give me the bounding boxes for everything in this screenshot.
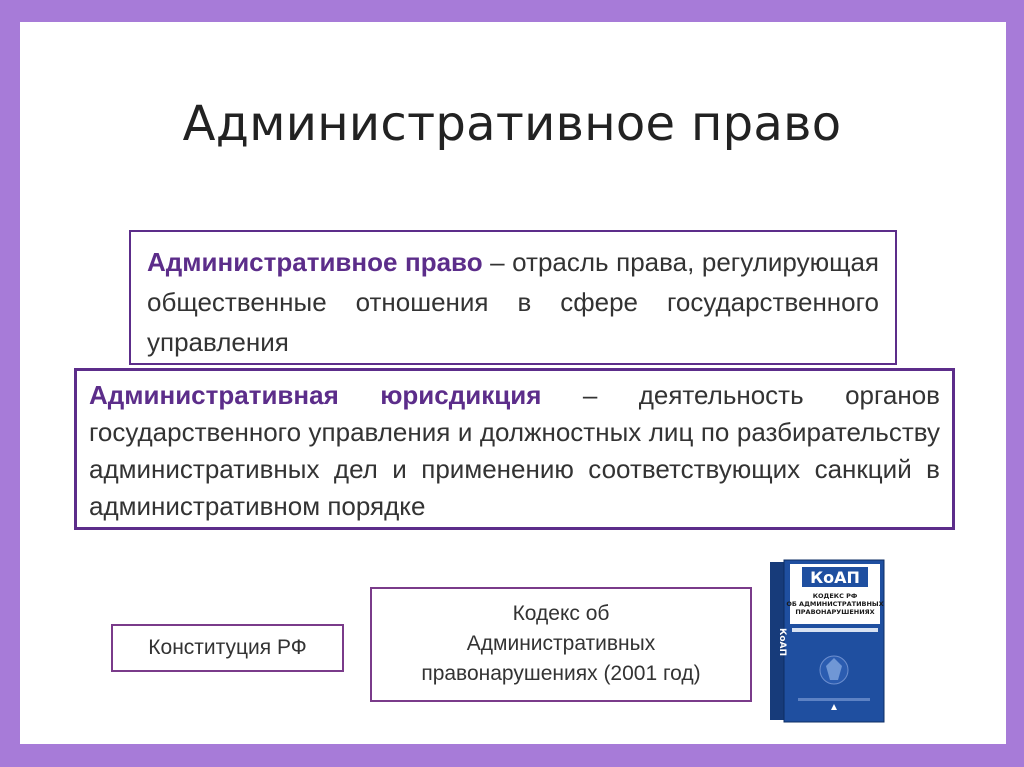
source-box-constitution: Конституция РФ	[111, 624, 344, 672]
slide-title: Административное право	[182, 96, 842, 152]
book-spine-text: КоАП	[777, 627, 787, 657]
source-box-code	[370, 587, 752, 702]
book-subtitle: ОБ АДМИНИСТРАТИВНЫХ	[786, 600, 884, 608]
definition-box-administrative-law	[129, 230, 897, 365]
definition-text: – отрасль права, регулирующая общественные отношения в сфере государственного управления	[147, 247, 879, 357]
code-line: Административных	[466, 632, 656, 655]
code-line: Кодекс об	[512, 602, 610, 625]
koap-book-image	[768, 558, 886, 724]
definition-term: Административное право	[147, 247, 483, 277]
code-line: правонарушениях (2001 год)	[421, 662, 701, 685]
book-subtitle: КОДЕКС РФ	[812, 592, 858, 600]
definition-term: Административная юрисдикция	[89, 380, 542, 410]
book-subtitle: ПРАВОНАРУШЕНИЯХ	[795, 608, 875, 616]
definition-box-jurisdiction	[74, 368, 955, 530]
book-title: КоАП	[810, 568, 860, 587]
definition-text: – деятельность органов государственного управления и должностных лиц по разбирательству административных дел и применению соответствующих санкций в административном порядке	[89, 380, 940, 521]
